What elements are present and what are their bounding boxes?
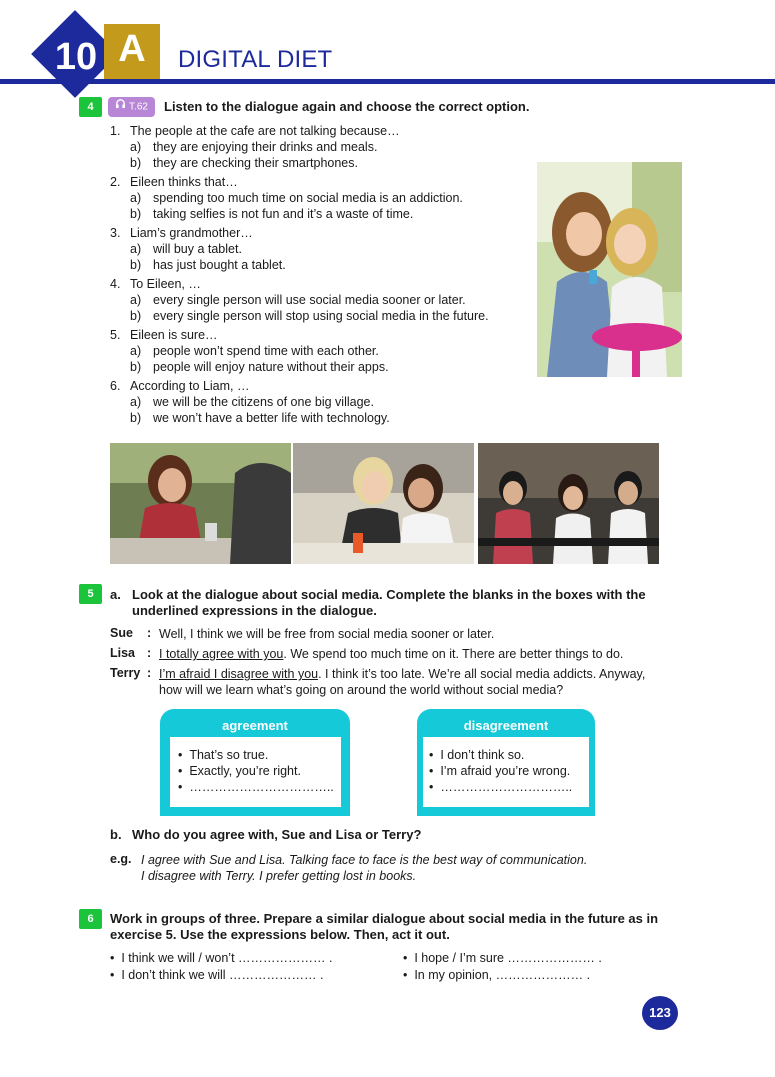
exercise-5-badge: 5: [79, 584, 102, 604]
question-number: 3.: [110, 226, 121, 240]
question: [110, 123, 489, 139]
option-text: will buy a tablet.: [153, 242, 242, 256]
option[interactable]: [110, 343, 489, 359]
question: [110, 225, 489, 241]
dialogue-text: . I think it’s too late. We’re all social media addicts. Anyway,: [318, 667, 646, 681]
question: [110, 327, 489, 343]
disagreement-box-title: disagreement: [463, 718, 549, 733]
option-text: we won’t have a better life with technology.: [153, 411, 390, 425]
expression-blank[interactable]: • ……………………………..: [178, 780, 334, 794]
dialogue-line: [159, 666, 645, 682]
option[interactable]: [110, 155, 489, 171]
option[interactable]: [110, 292, 489, 308]
option[interactable]: [110, 139, 489, 155]
option-text: people won’t spend time with each other.: [153, 344, 379, 358]
question-number: 6.: [110, 379, 121, 393]
speaker-colon: :: [147, 646, 152, 660]
option-letter: b): [130, 309, 142, 323]
dialogue-text: . We spend too much time on it. There are better things to do.: [283, 647, 624, 661]
question-list: [110, 123, 489, 426]
exercise-4-badge: 4: [79, 97, 102, 117]
question-number: 1.: [110, 124, 121, 138]
option-text: people will enjoy nature without their apps.: [153, 360, 389, 374]
speaker-name: Lisa: [110, 646, 136, 660]
page-number: 123: [642, 996, 678, 1030]
option-letter: b): [130, 411, 142, 425]
option-letter: b): [130, 258, 142, 272]
dialogue-line: [159, 646, 623, 662]
exercise-5b-instruction: Who do you agree with, Sue and Lisa or Terry?: [132, 827, 422, 842]
question: [110, 378, 489, 394]
option-letter: a): [130, 344, 142, 358]
expression-prompt: • I hope / I’m sure ………………… .: [403, 951, 602, 965]
blank-line[interactable]: ……………………………..: [189, 780, 334, 794]
expression-text: I hope / I’m sure ………………… .: [414, 951, 602, 965]
page-title: DIGITAL DIET: [178, 46, 333, 73]
expression-prompt: • I think we will / won’t ………………… .: [110, 951, 333, 965]
expression-text: Exactly, you’re right.: [189, 764, 301, 778]
dialogue-line-continued: how will we learn what’s going on around the world without social media?: [159, 683, 564, 697]
exercise-5a-instruction-1: Look at the dialogue about social media. Complete the blanks in the boxes with the: [132, 587, 646, 602]
option-text: they are enjoying their drinks and meals.: [153, 140, 378, 154]
option-text: spending too much time on social media is an addiction.: [153, 191, 463, 205]
option-letter: b): [130, 207, 142, 221]
speaker-colon: :: [147, 626, 152, 640]
option-letter: a): [130, 293, 142, 307]
option-letter: a): [130, 140, 142, 154]
option-text: every single person will use social media sooner or later.: [153, 293, 466, 307]
exercise-4-instruction: Listen to the dialogue again and choose the correct option.: [164, 99, 530, 114]
expression-item: • Exactly, you’re right.: [178, 764, 301, 778]
expression-text: I don’t think so.: [440, 748, 525, 762]
expression-text: I’m afraid you’re wrong.: [440, 764, 571, 778]
speaker-name: Sue: [110, 626, 133, 640]
disagreement-box: [417, 709, 595, 816]
question-text: Eileen is sure…: [130, 328, 218, 342]
headphones-icon: [115, 97, 126, 117]
expression-item: • I don’t think so.: [429, 748, 525, 762]
option[interactable]: [110, 308, 489, 324]
cafe-photo-1: [110, 443, 291, 564]
expression-text: I think we will / won’t ………………… .: [121, 951, 333, 965]
underlined-expression: I’m afraid I disagree with you: [159, 667, 319, 681]
option-text: has just bought a tablet.: [153, 258, 286, 272]
exercise-5b-letter: b.: [110, 827, 122, 842]
option[interactable]: [110, 190, 489, 206]
option-text: every single person will stop using social media in the future.: [153, 309, 489, 323]
question-text: The people at the cafe are not talking because…: [130, 124, 400, 138]
expression-item: • I’m afraid you’re wrong.: [429, 764, 571, 778]
option-text: taking selfies is not fun and it’s a waste of time.: [153, 207, 414, 221]
question-number: 2.: [110, 175, 121, 189]
question-number: 5.: [110, 328, 121, 342]
cafe-photo-3: [478, 443, 659, 564]
disagreement-box-list: [423, 737, 589, 807]
option[interactable]: [110, 359, 489, 375]
option-text: we will be the citizens of one big village.: [153, 395, 374, 409]
option-text: they are checking their smartphones.: [153, 156, 358, 170]
dialogue-line: [159, 626, 494, 642]
exercise-6-badge: 6: [79, 909, 102, 929]
option-letter: a): [130, 191, 142, 205]
speaker-colon: :: [147, 666, 152, 680]
agreement-box: [160, 709, 350, 816]
exercise-5a-instruction-2: underlined expressions in the dialogue.: [132, 603, 377, 618]
example-line-1: I agree with Sue and Lisa. Talking face to face is the best way of communication.: [141, 853, 588, 867]
option[interactable]: [110, 394, 489, 410]
option-letter: b): [130, 360, 142, 374]
cafe-photo-2: [293, 443, 474, 564]
option[interactable]: [110, 410, 489, 426]
example-line-2: I disagree with Terry. I prefer getting lost in books.: [141, 869, 417, 883]
question: [110, 276, 489, 292]
expression-text: That’s so true.: [189, 748, 269, 762]
selfie-photo: [537, 162, 682, 377]
option[interactable]: [110, 241, 489, 257]
speaker-name: Terry: [110, 666, 141, 680]
agreement-box-title: agreement: [222, 718, 288, 733]
exercise-5a-letter: a.: [110, 587, 121, 602]
option-letter: a): [130, 395, 142, 409]
audio-track-label: T.62: [129, 101, 148, 113]
exercise-6-instruction-1: Work in groups of three. Prepare a similar dialogue about social media in the future as in: [110, 911, 659, 926]
header-rule: [0, 79, 775, 84]
expression-prompt: • I don’t think we will ………………… .: [110, 968, 324, 982]
unit-number: 10: [54, 36, 98, 78]
option-letter: a): [130, 242, 142, 256]
underlined-expression: I totally agree with you: [159, 647, 284, 661]
dialogue-text: Well, I think we will be free from social media sooner or later.: [159, 627, 495, 641]
question-number: 4.: [110, 277, 121, 291]
question: [110, 174, 489, 190]
example-label: e.g.: [110, 852, 132, 866]
question-text: Liam’s grandmother…: [130, 226, 253, 240]
question-text: To Eileen, …: [130, 277, 201, 291]
expression-prompt: • In my opinion, ………………… .: [403, 968, 591, 982]
lesson-letter: A: [118, 28, 146, 70]
expression-item: • That’s so true.: [178, 748, 269, 762]
blank-line[interactable]: …………………………..: [440, 780, 573, 794]
audio-track-button[interactable]: [108, 97, 155, 117]
expression-blank[interactable]: • …………………………..: [429, 780, 573, 794]
question-text: According to Liam, …: [130, 379, 250, 393]
expression-text: I don’t think we will ………………… .: [121, 968, 324, 982]
option[interactable]: [110, 257, 489, 273]
question-text: Eileen thinks that…: [130, 175, 238, 189]
option-letter: b): [130, 156, 142, 170]
expression-text: In my opinion, ………………… .: [414, 968, 591, 982]
exercise-6-instruction-2: exercise 5. Use the expressions below. Then, act it out.: [110, 927, 450, 942]
option[interactable]: [110, 206, 489, 222]
agreement-box-list: [170, 737, 341, 807]
